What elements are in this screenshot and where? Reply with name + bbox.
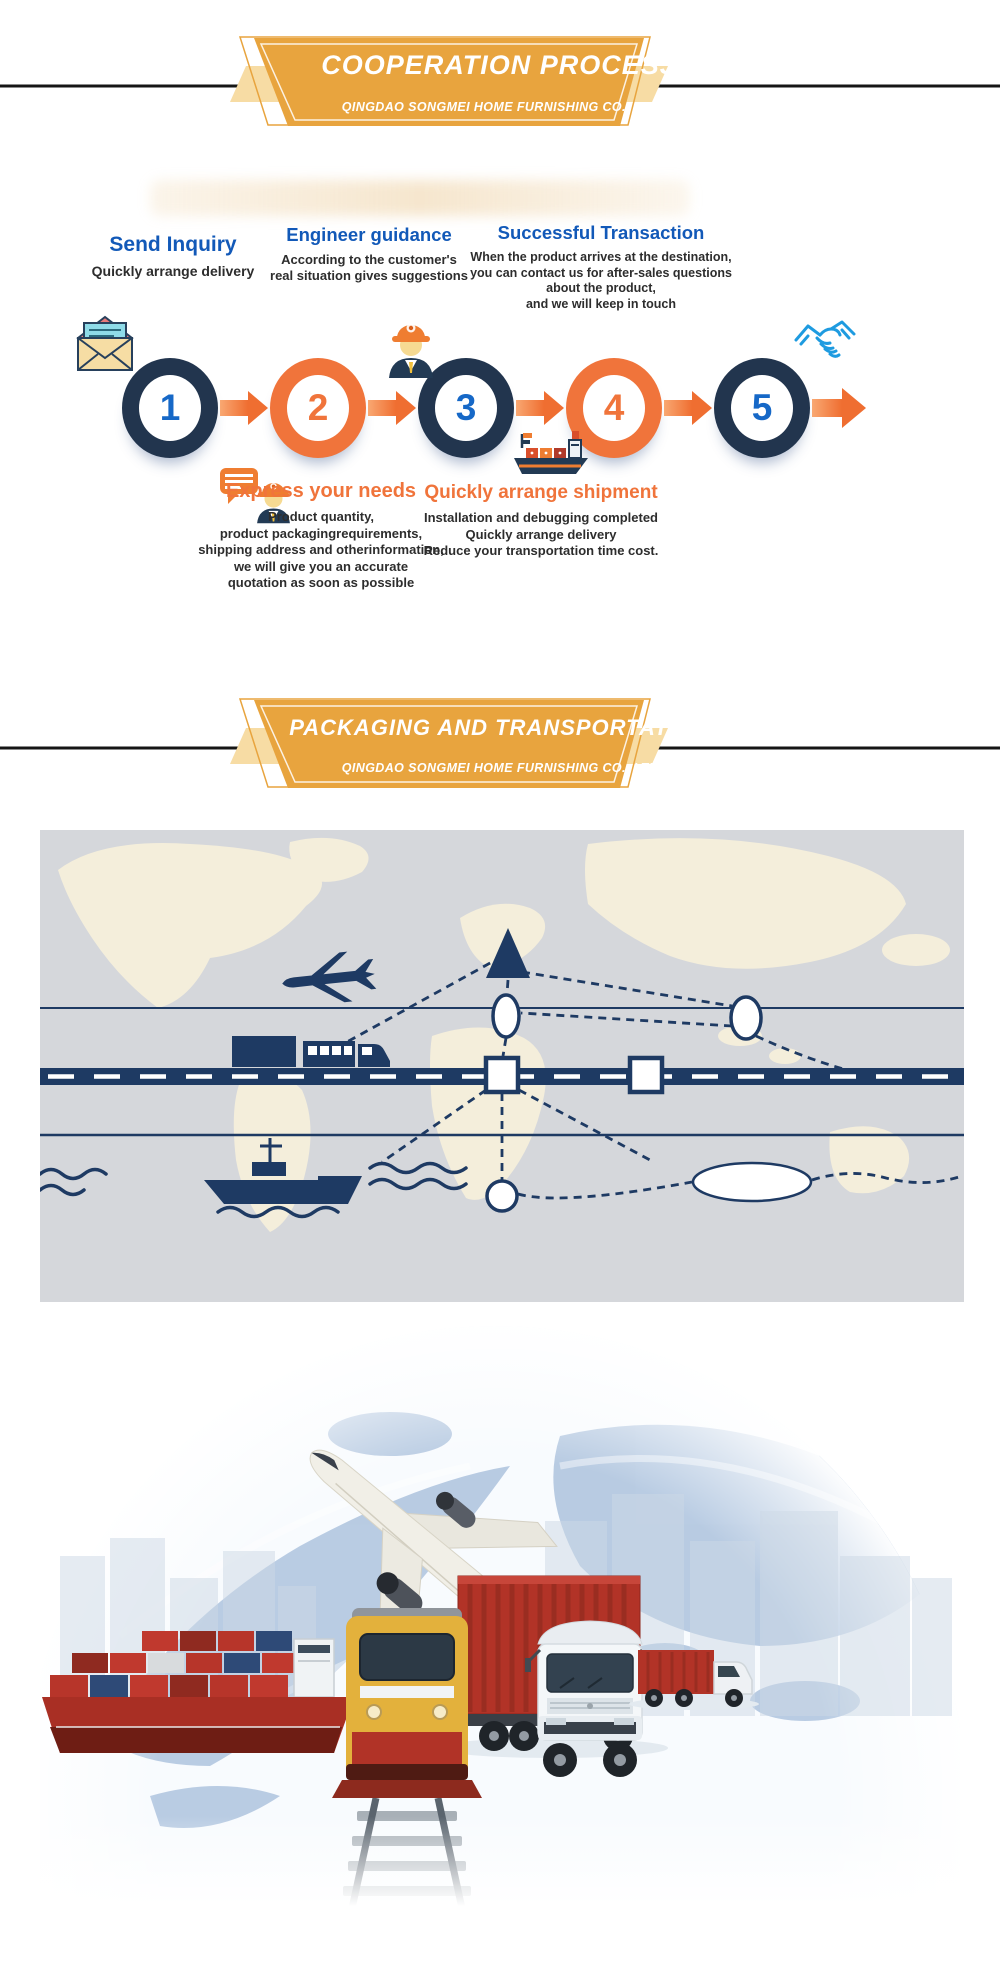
arrow-icon bbox=[516, 391, 564, 425]
step-circle-2 bbox=[270, 358, 366, 458]
step3-title: Engineer guidance bbox=[286, 224, 452, 245]
arrow-icon bbox=[664, 391, 712, 425]
step1-title: Send Inquiry bbox=[109, 233, 237, 256]
step-number: 3 bbox=[455, 387, 477, 428]
step5-description: Successful Transaction When the product arrives at the destination, you can contact us for after-sales questions about the product, and we will keep in touch bbox=[455, 222, 747, 312]
step-number: 5 bbox=[751, 387, 773, 428]
step-number: 2 bbox=[307, 387, 329, 428]
arrow-icon bbox=[220, 391, 268, 425]
step4-description: Quickly arrange shipment Installation and debugging completed Quickly arrange delivery Reduce your transportation time cost. bbox=[388, 482, 694, 560]
step2-description: Express your needs Product quantity, product packagingrequirements, shipping address and otherinformation, we will give you an accurate quotation as soon as possible bbox=[158, 480, 484, 592]
handshake-icon bbox=[793, 316, 857, 366]
banner-title: PACKAGING AND TRANSPORTATION bbox=[289, 715, 711, 740]
step1-description: Send Inquiry Quickly arrange delivery bbox=[43, 233, 303, 280]
cooperation-banner bbox=[0, 36, 1000, 128]
engineer-icon bbox=[386, 314, 436, 378]
packaging-banner bbox=[0, 698, 1000, 790]
banner-subtitle: QINGDAO SONGMEI HOME FURNISHING CO., LTD bbox=[341, 761, 659, 775]
banner-subtitle: QINGDAO SONGMEI HOME FURNISHING CO., LTD bbox=[341, 100, 659, 114]
arrow-icon bbox=[368, 391, 416, 425]
step3-description: Engineer guidance According to the customer's real situation gives suggestions bbox=[238, 224, 500, 284]
arrow-icon bbox=[812, 388, 866, 428]
watermark bbox=[150, 180, 690, 216]
step-number: 4 bbox=[603, 387, 625, 428]
cargo-ship-icon bbox=[512, 428, 590, 480]
step5-title: Successful Transaction bbox=[497, 222, 705, 243]
logistics-route-map bbox=[40, 830, 964, 1302]
bottom-fade bbox=[40, 1816, 960, 1936]
transport-collage bbox=[40, 1316, 960, 1936]
step4-title: Quickly arrange shipment bbox=[424, 482, 658, 503]
envelope-icon bbox=[74, 312, 136, 376]
step-circle-1 bbox=[122, 358, 218, 458]
step-number: 1 bbox=[159, 387, 181, 428]
step2-title: Express your needs bbox=[225, 480, 417, 502]
step-circle-5 bbox=[714, 358, 810, 458]
semi-truck bbox=[438, 1576, 668, 1777]
banner-title: COOPERATION PROCESS bbox=[321, 50, 679, 80]
banner-ribbon-graphic bbox=[0, 698, 1000, 790]
